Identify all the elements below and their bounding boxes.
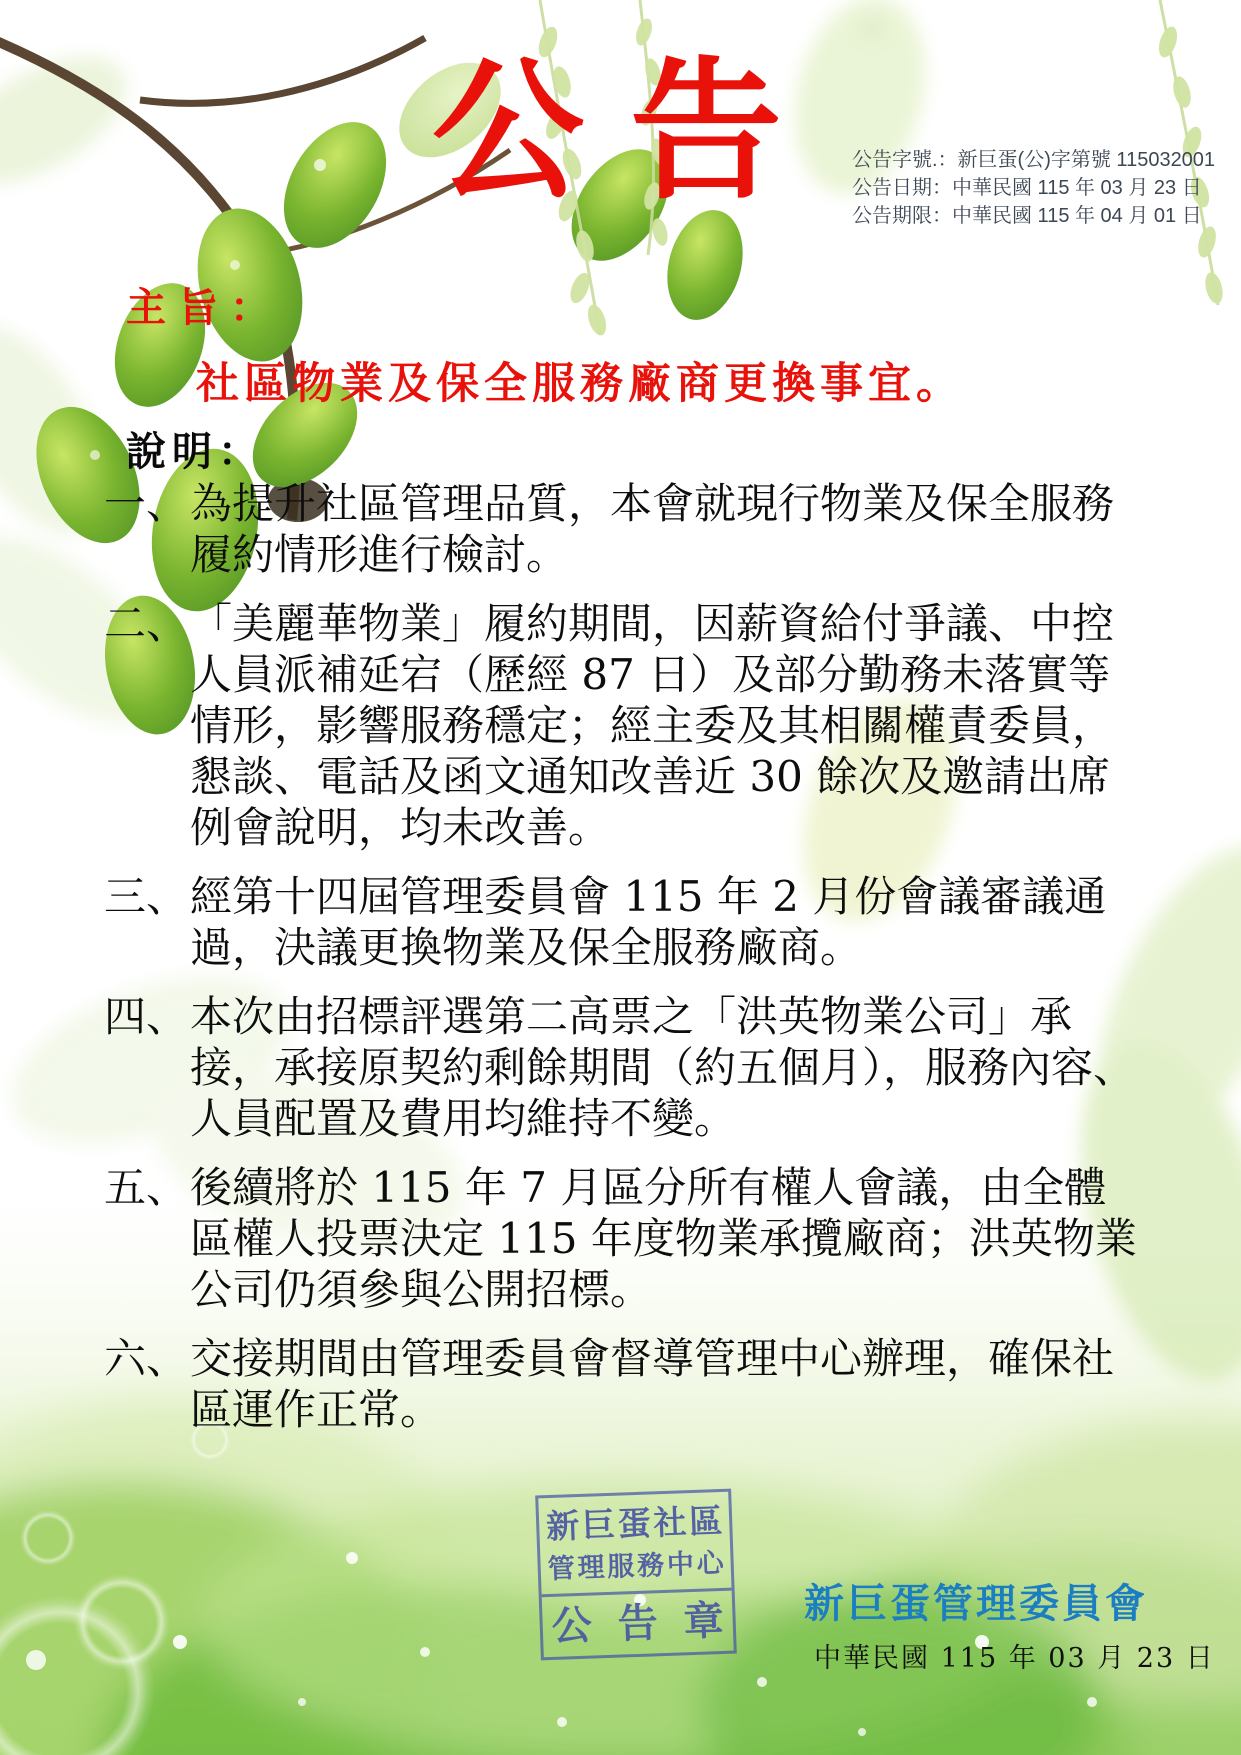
page-title: 公告 — [432, 41, 828, 220]
meta-block — [852, 146, 1215, 230]
explanation-item — [104, 598, 1146, 853]
signature-date: 中華民國 115 年 03 月 23 日 — [814, 1643, 1215, 1674]
item-number: 二、 — [104, 599, 189, 648]
explanation-list — [104, 478, 1146, 1453]
item-text: 本次由招標評選第二高票之「洪英物業公司」承接，承接原契約剩餘期間（約五個月），服務內容、人員配置及費用均維持不變。 — [190, 992, 1136, 1143]
item-number: 一、 — [104, 479, 189, 528]
signature-organization: 新巨蛋管理委員會 — [804, 1580, 1148, 1627]
item-number: 六、 — [104, 1334, 189, 1383]
item-number: 四、 — [104, 992, 189, 1041]
explanation-label: 說明： — [126, 428, 264, 475]
subject-label: 主旨： — [126, 284, 282, 331]
explanation-item — [104, 991, 1146, 1144]
explanation-item — [104, 1162, 1146, 1315]
stamp-top-section — [538, 1492, 731, 1594]
meta-deadline: 公告期限：中華民國 115 年 04 月 01 日 — [852, 205, 1202, 227]
item-text: 經第十四屆管理委員會 115 年 2 月份會議審議通過，決議更換物業及保全服務廠商。 — [190, 872, 1107, 972]
item-text: 交接期間由管理委員會督導管理中心辦理，確保社區運作正常。 — [190, 1334, 1115, 1434]
stamp-seal-label: 公告章 — [542, 1587, 734, 1657]
item-text: 後續將於 115 年 7 月區分所有權人會議，由全體區權人投票決定 115 年度物業承攬廠商；洪英物業公司仍須參與公開招標。 — [190, 1163, 1137, 1314]
explanation-item — [104, 871, 1146, 973]
meta-date: 公告日期：中華民國 115 年 03 月 23 日 — [852, 177, 1202, 199]
item-text: 「美麗華物業」履約期間，因薪資給付爭議、中控人員派補延宕（歷經 87 日）及部分勤務未落實等情形，影響服務穩定；經主委及其相關權責委員，懇談、電話及函文通知改善近 30 餘次及邀請出席例會說明，均未改善。 — [190, 599, 1115, 852]
item-text: 為提升社區管理品質，本會就現行物業及保全服務履約情形進行檢討。 — [190, 479, 1115, 579]
stamp-line: 新巨蛋社區 — [545, 1500, 723, 1547]
meta-number: 公告字號.：新巨蛋(公)字第號 115032001 — [852, 149, 1216, 171]
item-number: 三、 — [104, 872, 189, 921]
explanation-item — [104, 1333, 1146, 1435]
official-stamp — [535, 1489, 737, 1660]
stamp-line: 管理服務中心 — [547, 1547, 725, 1585]
subject-text: 社區物業及保全服務廠商更換事宜。 — [196, 359, 964, 409]
item-number: 五、 — [104, 1163, 189, 1212]
explanation-item — [104, 478, 1146, 580]
